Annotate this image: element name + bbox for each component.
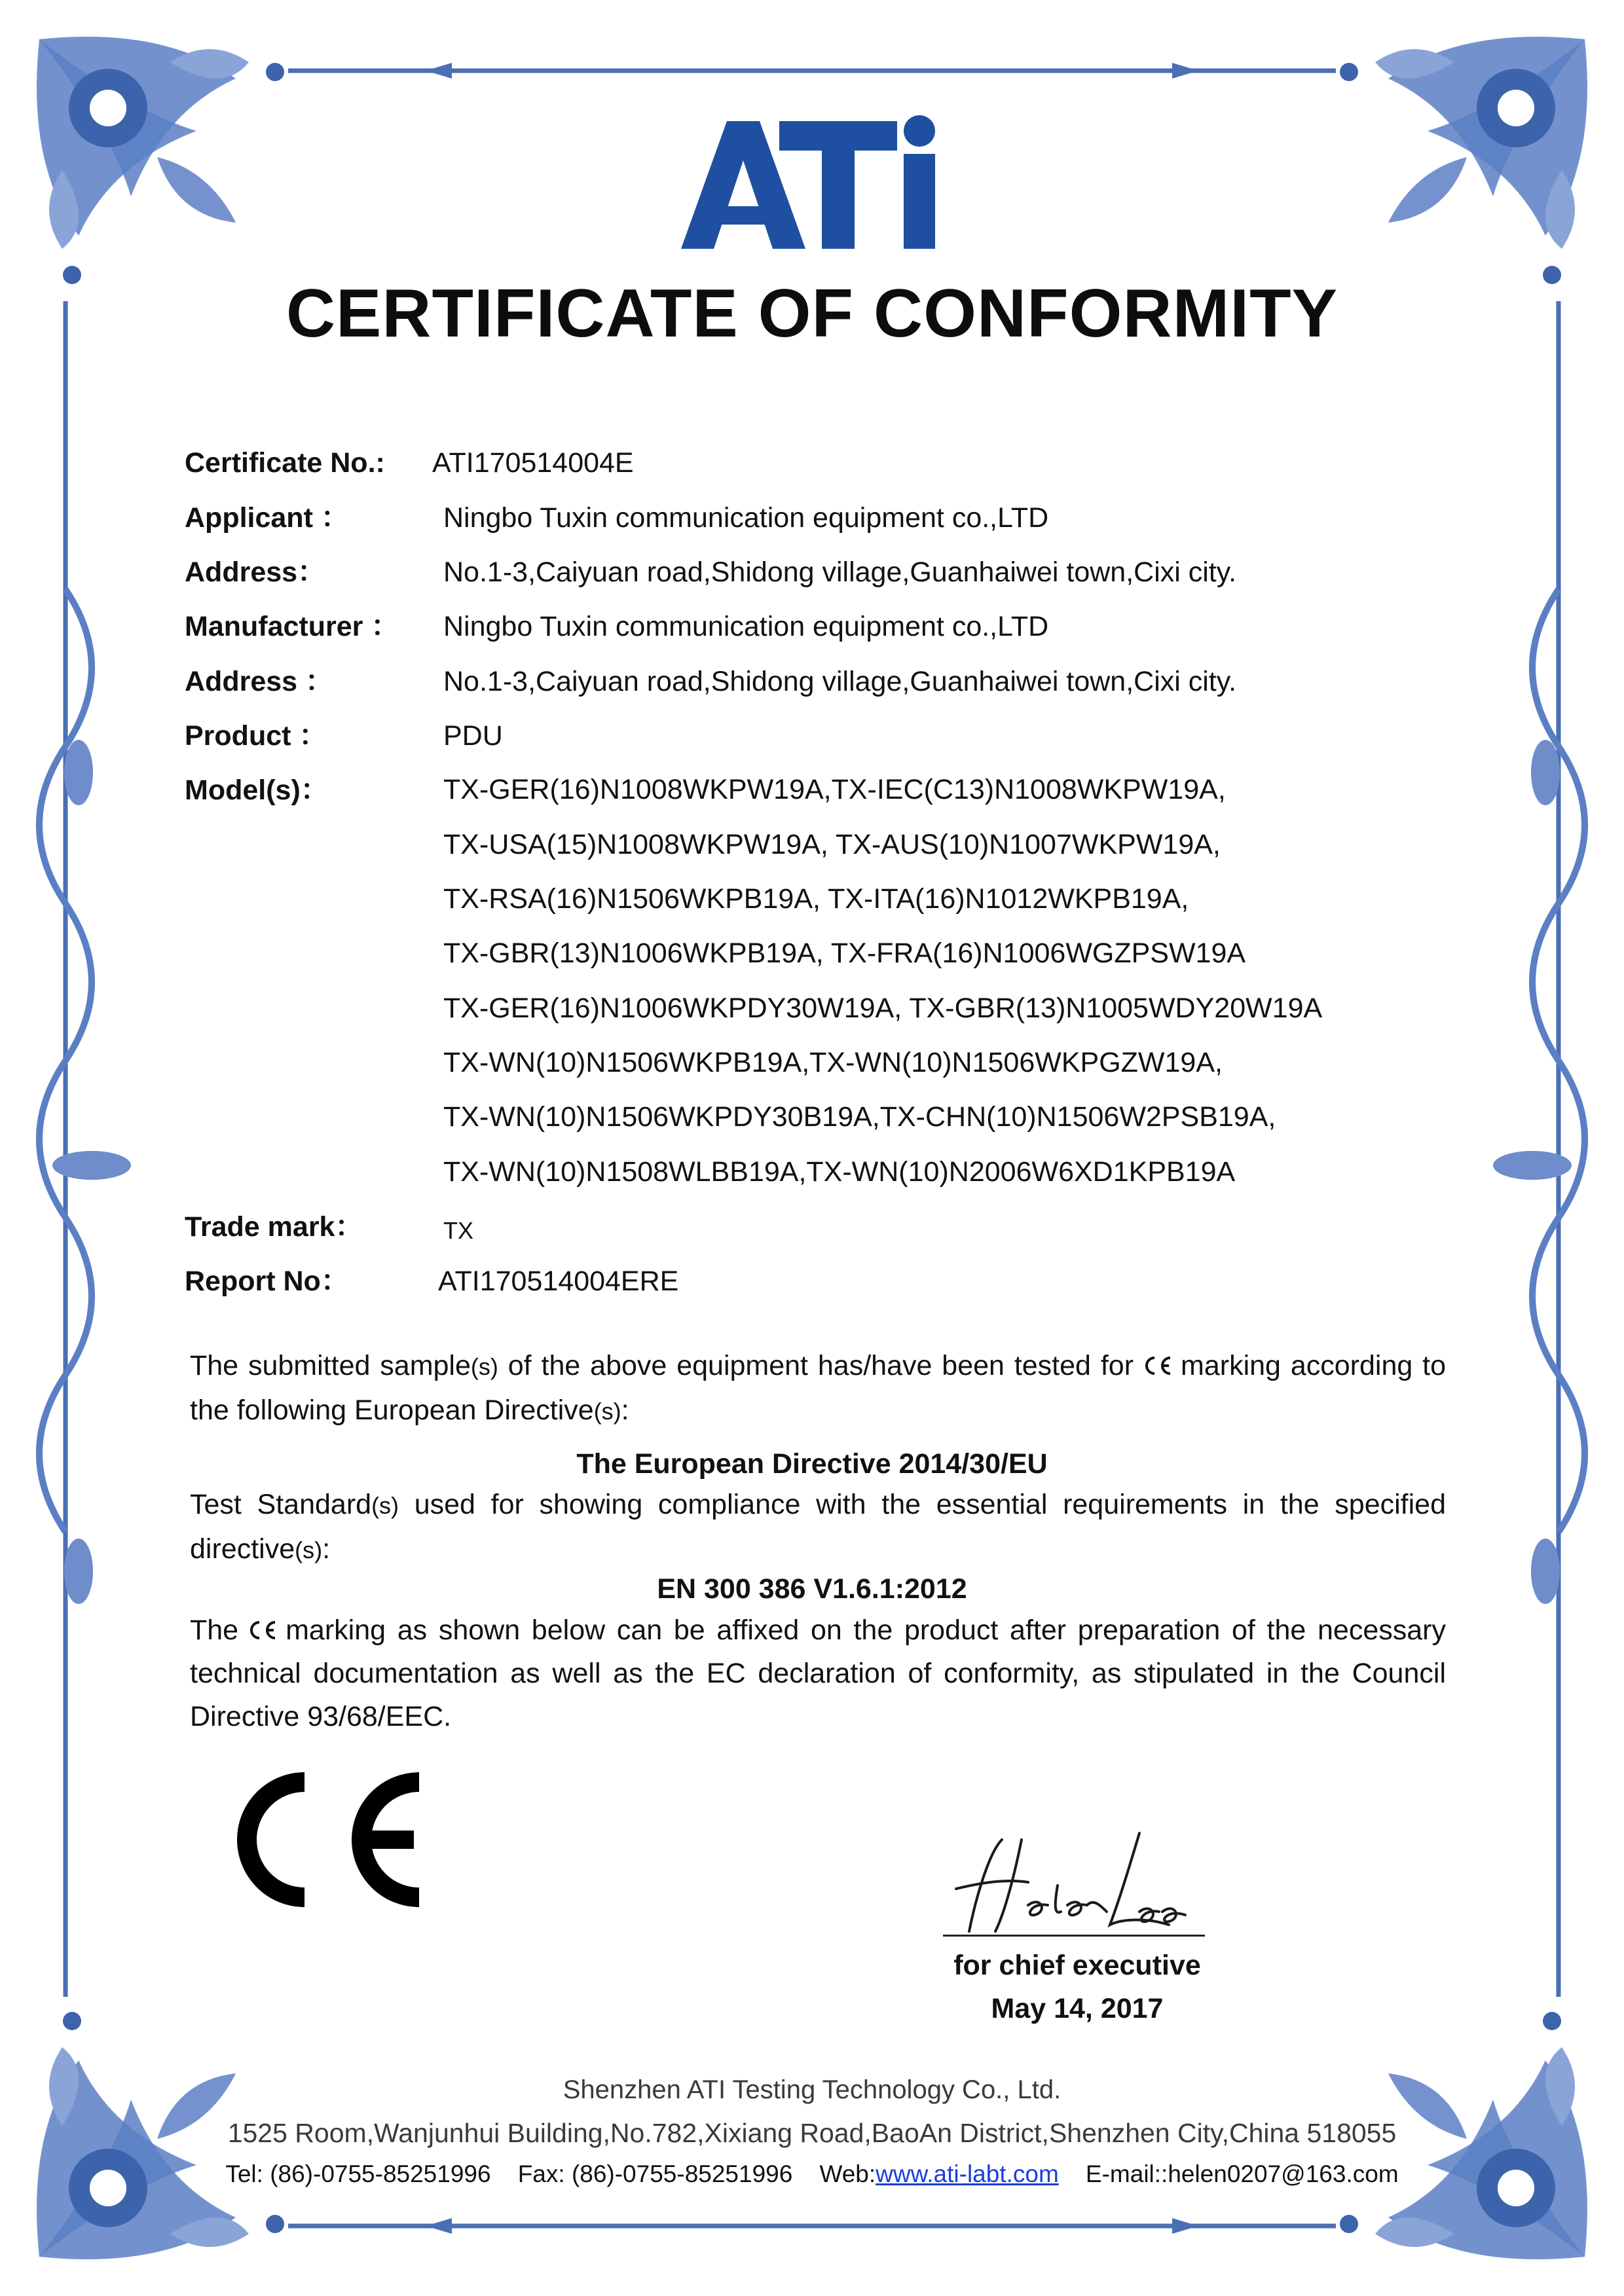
footer-tel: Tel: (86)-0755-85251996 — [225, 2160, 491, 2187]
model-line: TX-GER(16)N1008WKPW19A,TX-IEC(C13)N1008WKPW19A, — [443, 774, 1226, 805]
trade-mark-value: TX — [443, 1217, 474, 1244]
footer-company: Shenzhen ATI Testing Technology Co., Ltd. — [563, 2075, 1061, 2104]
footer-contact — [0, 2160, 1624, 2188]
text-segment: (s) — [593, 1398, 621, 1425]
model-line: TX-GBR(13)N1006WKPB19A, TX-FRA(16)N1006WGZPSW19A — [443, 938, 1246, 969]
marking-statement — [190, 1609, 1446, 1738]
text-segment: (s) — [295, 1537, 323, 1563]
standard-title: EN 300 386 V1.6.1:2012 — [657, 1573, 967, 1605]
signature-date: May 14, 2017 — [991, 1993, 1164, 2024]
model-line: TX-GER(16)N1006WKPDY30W19A, TX-GBR(13)N1005WDY20W19A — [443, 993, 1323, 1024]
text-segment: The submitted sample — [190, 1350, 471, 1381]
product-label: Product ： — [185, 720, 327, 752]
standard-statement — [190, 1483, 1446, 1572]
applicant-value: Ningbo Tuxin communication equipment co.,LTD — [443, 502, 1049, 534]
directive-title: The European Directive 2014/30/EU — [576, 1448, 1048, 1480]
model-line: TX-WN(10)N1506WKPDY30B19A,TX-CHN(10)N1506W2PSB19A, — [443, 1101, 1276, 1133]
footer-fax: Fax: (86)-0755-85251996 — [517, 2160, 793, 2187]
text-segment: : — [621, 1394, 629, 1426]
manufacturer-address-value: No.1-3,Caiyuan road,Shidong village,Guanhaiwei town,Cixi city. — [443, 666, 1237, 697]
text-segment: of the above equipment has/have been tested for — [498, 1350, 1134, 1381]
signatory-caption: for chief executive — [953, 1950, 1201, 1981]
signature-line — [943, 1935, 1205, 1937]
certificate-title: CERTIFICATE OF CONFORMITY — [286, 276, 1338, 352]
manufacturer-label: Manufacturer ： — [185, 611, 399, 642]
signature — [943, 1827, 1205, 1938]
text-segment: marking as shown below can be affixed on the product after preparation of the necessary technical documentation as well as the EC declaration of conformity, as stipulated in the Council Directive 93/68/EEC. — [190, 1614, 1446, 1732]
models-label: Model(s)： — [185, 774, 329, 806]
text-segment: : — [322, 1533, 331, 1565]
model-line: TX-USA(15)N1008WKPW19A, TX-AUS(10)N1007WKPW19A, — [443, 829, 1221, 860]
footer-address: 1525 Room,Wanjunhui Building,No.782,Xixiang Road,BaoAn District,Shenzhen City,China 518055 — [227, 2118, 1397, 2148]
manufacturer-value: Ningbo Tuxin communication equipment co.,LTD — [443, 611, 1049, 642]
report-no-value: ATI170514004ERE — [438, 1266, 679, 1297]
trade-mark-label: Trade mark： — [185, 1211, 363, 1243]
model-line: TX-WN(10)N1506WKPB19A,TX-WN(10)N1506WKPGZW19A, — [443, 1047, 1223, 1078]
footer-web-label: Web: — [819, 2160, 876, 2187]
product-value: PDU — [443, 720, 503, 752]
test-statement — [190, 1344, 1446, 1433]
footer-email: E-mail::helen0207@163.com — [1085, 2160, 1399, 2187]
footer-web-link[interactable]: www.ati-labt.com — [876, 2160, 1059, 2187]
ce-mark-icon — [1140, 1354, 1174, 1377]
certificate-no-label: Certificate No.: — [185, 447, 385, 479]
text-segment: The — [190, 1614, 239, 1646]
address-label: Address： — [185, 556, 326, 588]
ce-mark-icon — [245, 1618, 279, 1642]
ati-logo — [681, 115, 943, 255]
model-line: TX-RSA(16)N1506WKPB19A, TX-ITA(16)N1012WKPB19A, — [443, 883, 1189, 915]
manufacturer-address-label: Address ： — [185, 666, 334, 697]
report-no-label: Report No： — [185, 1266, 349, 1297]
applicant-label: Applicant ： — [185, 502, 349, 534]
text-segment: marking according to the following European Directive — [190, 1350, 1447, 1426]
text-segment: used for showing compliance with the essential requirements in the specified directive — [190, 1489, 1446, 1565]
ce-mark-large-icon — [229, 1768, 432, 1912]
model-line: TX-WN(10)N1508WLBB19A,TX-WN(10)N2006W6XD1KPB19A — [443, 1156, 1236, 1188]
text-segment: (s) — [470, 1353, 498, 1380]
address-value: No.1-3,Caiyuan road,Shidong village,Guanhaiwei town,Cixi city. — [443, 556, 1237, 588]
text-segment: Test Standard — [190, 1489, 372, 1520]
text-segment: (s) — [371, 1492, 399, 1519]
certificate-no-value: ATI170514004E — [432, 447, 634, 479]
